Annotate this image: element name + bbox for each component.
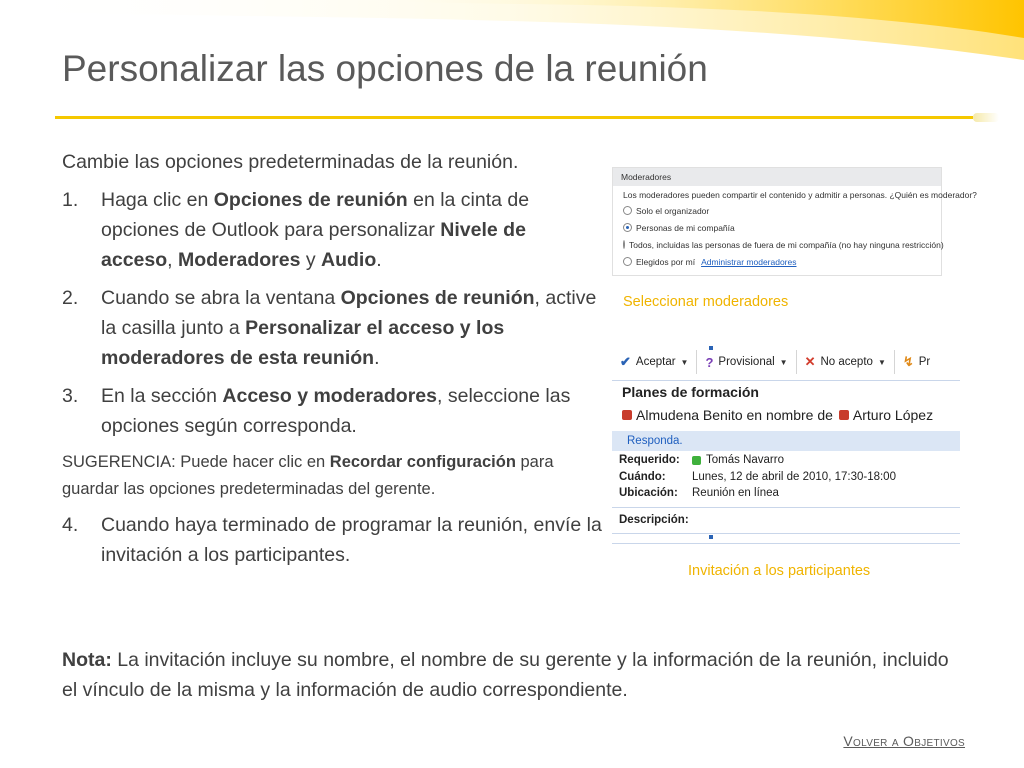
location-row: Ubicación: Reunión en línea	[619, 487, 779, 499]
divider	[612, 543, 960, 544]
note-text: Nota: La invitación incluye su nombre, el nombre de su gerente y la información de la reunión, incluido el vínculo de la misma y la información de audio correspondiente.	[62, 649, 949, 701]
moderator-option-organizer[interactable]: Solo el organizador	[613, 202, 941, 219]
propose-icon: ↯	[902, 354, 914, 369]
x-icon: ✕	[804, 354, 816, 369]
propose-button[interactable]: ↯ Pr	[902, 354, 931, 369]
invitation-screenshot	[612, 340, 960, 546]
scroll-marker	[709, 535, 713, 539]
chevron-down-icon[interactable]: ▼	[877, 357, 886, 367]
tentative-button[interactable]: ? Provisional ▼	[697, 350, 796, 374]
radio-icon[interactable]	[623, 206, 632, 215]
required-row: Requerido: Tomás Navarro	[619, 454, 784, 466]
moderators-panel-screenshot	[612, 167, 977, 276]
accept-button[interactable]: ✔ Aceptar ▼	[612, 350, 697, 374]
step-2: 2. Cuando se abra la ventana Opciones de reunión, active la casilla junto a Personalizar el acceso y los moderadores de esta reunión.	[62, 283, 602, 373]
slide-title: Personalizar las opciones de la reunión	[62, 48, 708, 89]
moderators-caption: Seleccionar moderadores	[623, 294, 789, 310]
divider	[612, 533, 960, 534]
moderator-option-chosen[interactable]: Elegidos por mí Administrar moderadores	[613, 253, 941, 270]
response-toolbar	[612, 350, 960, 374]
presence-icon	[692, 456, 701, 465]
presence-icon	[622, 410, 632, 420]
ribbon-marker	[709, 346, 713, 350]
moderators-header: Moderadores	[613, 168, 941, 186]
when-row: Cuándo: Lunes, 12 de abril de 2010, 17:30-18:00	[619, 471, 896, 483]
moderator-option-everyone[interactable]: Todos, incluidas las personas de fuera de mi compañía (no hay ninguna restricción)	[613, 236, 941, 253]
moderators-description: Los moderadores pueden compartir el contenido y admitir a personas. ¿Quién es moderador?	[623, 190, 977, 200]
radio-icon[interactable]	[623, 240, 625, 249]
manage-moderators-link[interactable]: Administrar moderadores	[701, 256, 797, 267]
step-number: 4.	[62, 514, 79, 536]
step-1: 1. Haga clic en Opciones de reunión en la cinta de opciones de Outlook para personalizar Nivele de acceso, Moderadores y Audio.	[62, 185, 602, 275]
invitation-caption: Invitación a los participantes	[688, 563, 871, 579]
step-number: 1.	[62, 189, 79, 211]
step-3: 3. En la sección Acceso y moderadores, seleccione las opciones según corresponda.	[62, 381, 602, 441]
sender-line	[622, 407, 933, 423]
back-to-objectives-link[interactable]: Volver a Objetivos	[843, 733, 965, 749]
chevron-down-icon[interactable]: ▼	[680, 357, 689, 367]
divider	[612, 507, 960, 508]
intro-text: Cambie las opciones predeterminadas de la reunión.	[62, 151, 519, 173]
radio-selected-icon[interactable]	[623, 223, 632, 232]
manager-name[interactable]: Arturo López	[852, 407, 934, 423]
toolbar-separator	[612, 380, 960, 381]
check-icon: ✔	[620, 354, 631, 369]
sender-name[interactable]: Almudena Benito en nombre de	[636, 407, 833, 423]
question-icon: ?	[705, 354, 714, 370]
decline-button[interactable]: ✕ No acepto ▼	[797, 350, 895, 374]
chevron-down-icon[interactable]: ▼	[779, 357, 788, 367]
respond-bar[interactable]: Responda.	[612, 431, 960, 451]
tip-text: SUGERENCIA: Puede hacer clic en Recordar configuración para guardar las opciones predeterminadas del gerente.	[62, 453, 554, 498]
required-attendee[interactable]: Tomás Navarro	[706, 454, 784, 466]
title-underline	[55, 116, 973, 119]
description-row: Descripción:	[619, 514, 689, 526]
presence-icon	[839, 410, 849, 420]
instructions	[62, 147, 602, 578]
radio-icon[interactable]	[623, 257, 632, 266]
step-4: 4. Cuando haya terminado de programar la reunión, envíe la invitación a los participantes.	[62, 510, 602, 570]
moderator-option-company[interactable]: Personas de mi compañía	[613, 219, 941, 236]
step-number: 3.	[62, 385, 79, 407]
meeting-subject: Planes de formación	[622, 384, 759, 400]
title-underline-tip	[973, 113, 999, 122]
step-number: 2.	[62, 287, 79, 309]
